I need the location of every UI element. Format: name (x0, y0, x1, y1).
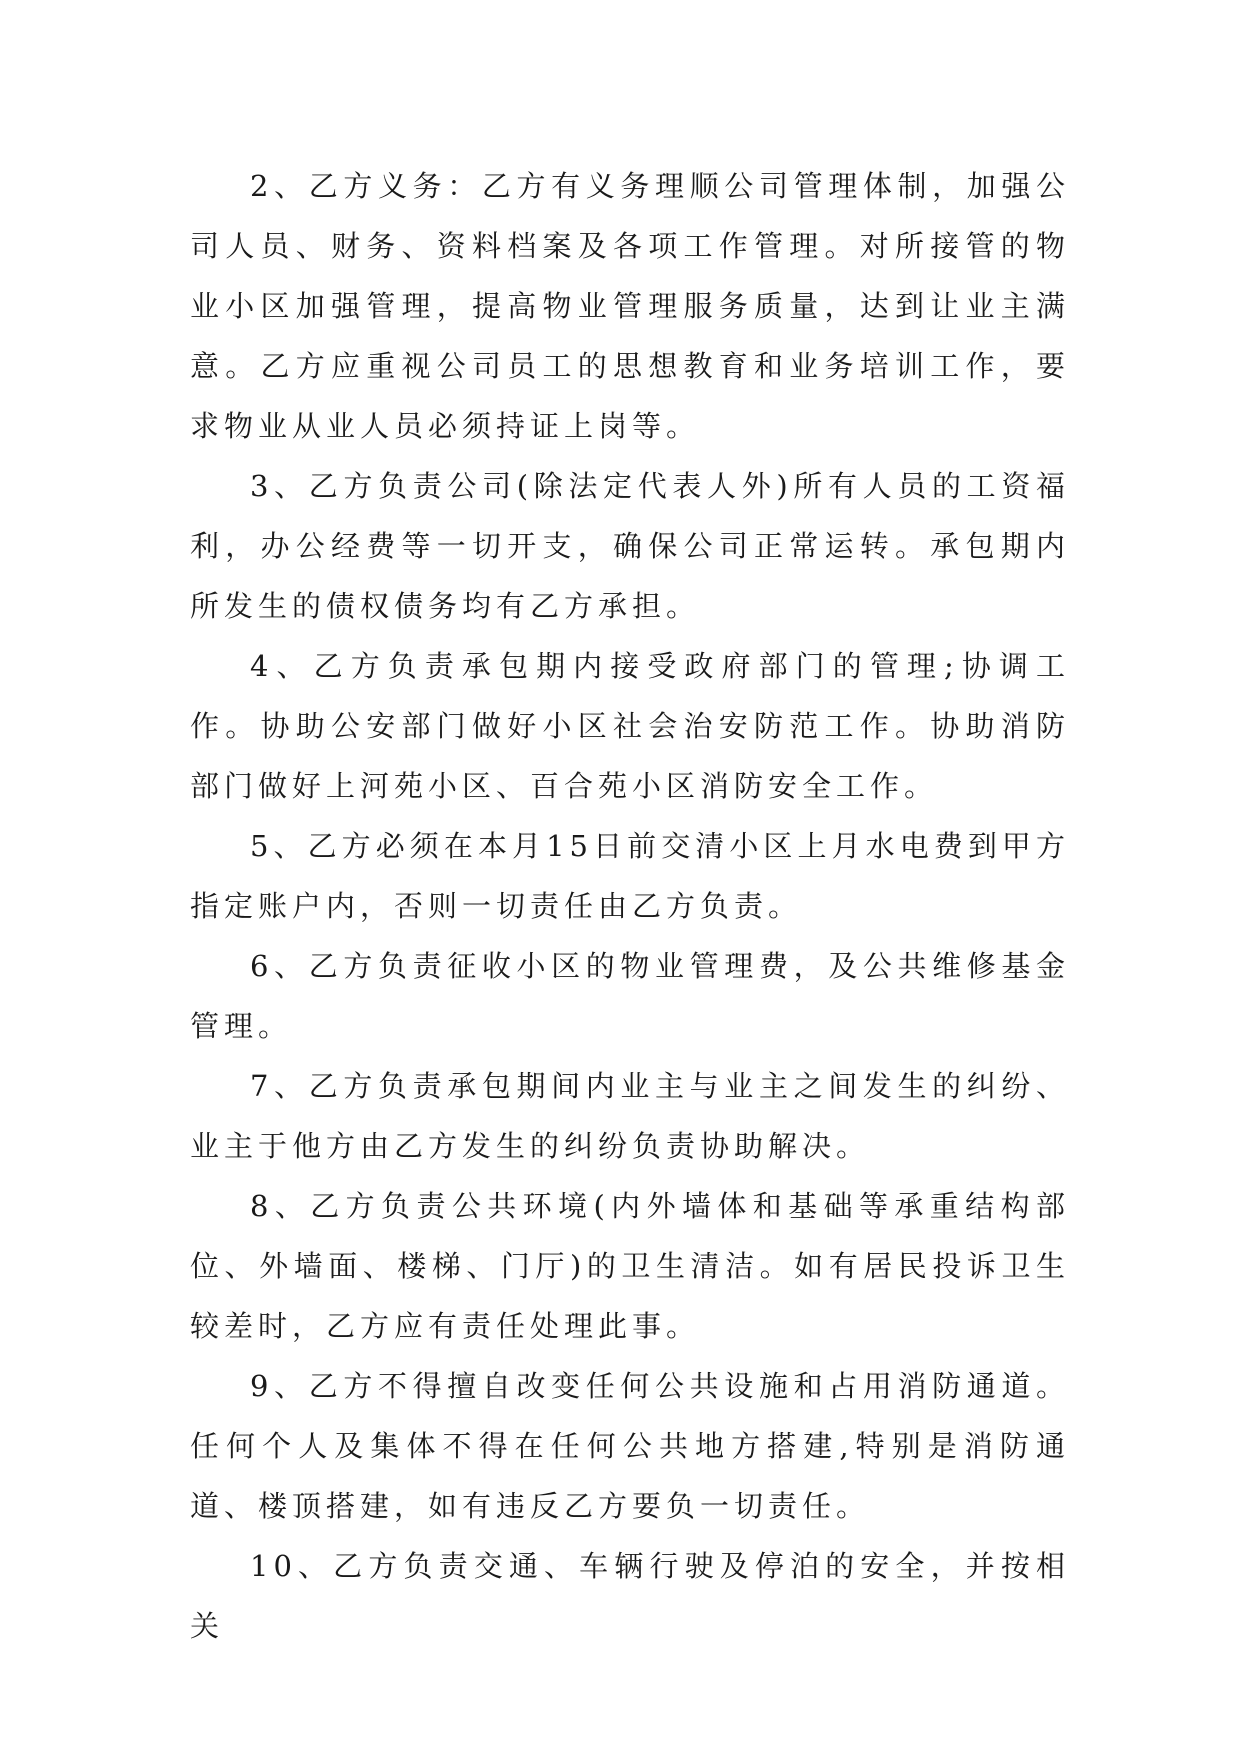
clause-5-paragraph: 5、乙方必须在本月15日前交清小区上月水电费到甲方指定账户内，否则一切责任由乙方负责。 (190, 829, 1070, 923)
clause-9-paragraph: 9、乙方不得擅自改变任何公共设施和占用消防通道。任何个人及集体不得在任何公共地方搭建,特别是消防通道、楼顶搭建，如有违反乙方要负一切责任。 (190, 1369, 1070, 1523)
clause-7-paragraph: 7、乙方负责承包期间内业主与业主之间发生的纠纷、业主于他方由乙方发生的纠纷负责协助解决。 (190, 1069, 1070, 1163)
clause-4-paragraph: 4、乙方负责承包期内接受政府部门的管理;协调工作。协助公安部门做好小区社会治安防范工作。协助消防部门做好上河苑小区、百合苑小区消防安全工作。 (190, 649, 1070, 803)
clause-3-paragraph: 3、乙方负责公司(除法定代表人外)所有人员的工资福利，办公经费等一切开支，确保公司正常运转。承包期内所发生的债权债务均有乙方承担。 (190, 469, 1070, 623)
clause-8-paragraph: 8、乙方负责公共环境(内外墙体和基础等承重结构部位、外墙面、楼梯、门厅)的卫生清洁。如有居民投诉卫生较差时，乙方应有责任处理此事。 (190, 1189, 1070, 1343)
clause-6-paragraph: 6、乙方负责征收小区的物业管理费，及公共维修基金管理。 (190, 949, 1070, 1043)
clause-2-paragraph: 2、乙方义务：乙方有义务理顺公司管理体制，加强公司人员、财务、资料档案及各项工作管理。对所接管的物业小区加强管理，提高物业管理服务质量，达到让业主满意。乙方应重视公司员工的思想教育和业务培训工作，要求物业从业人员必须持证上岗等。 (190, 169, 1070, 443)
document-body (190, 156, 1070, 1656)
clause-10-paragraph: 10、乙方负责交通、车辆行驶及停泊的安全，并按相关 (190, 1549, 1070, 1643)
